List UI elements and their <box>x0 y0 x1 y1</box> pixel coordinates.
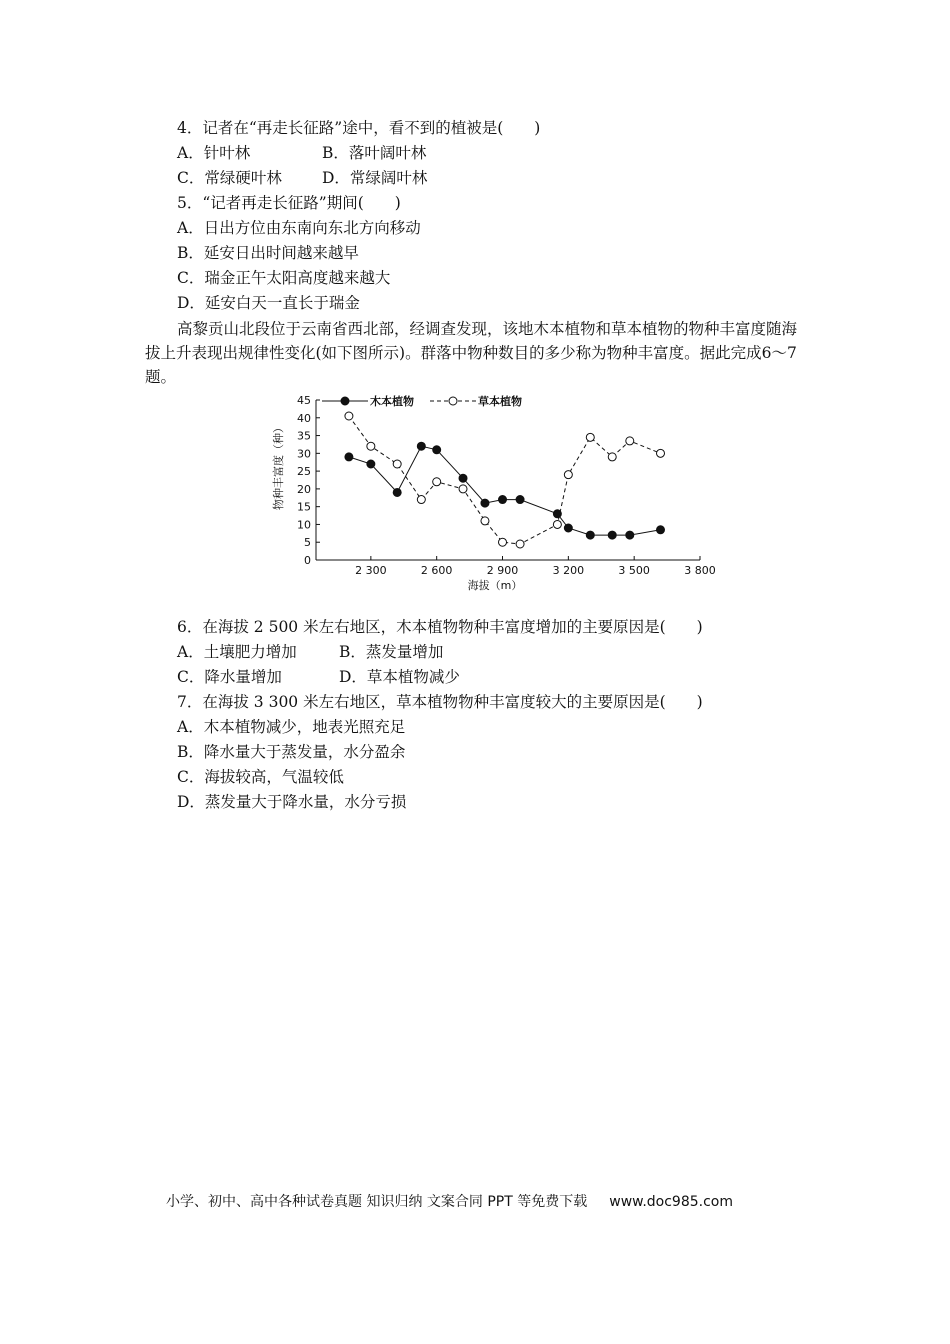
y-tick-label: 20 <box>297 482 311 496</box>
x-tick-label: 2 600 <box>420 564 453 577</box>
y-tick-label: 25 <box>297 465 311 479</box>
series-1-point <box>393 488 401 496</box>
series-2-point <box>657 449 665 457</box>
series-2-point <box>499 538 507 546</box>
series-2-point <box>626 437 634 445</box>
question-5-stem: 5．“记者再走长征路”期间( ) <box>177 194 401 212</box>
series-2-point <box>459 485 467 493</box>
passage-text: 高黎贡山北段位于云南省西北部，经调查发现，该地木本植物和草本植物的物种丰富度随海拔上升表现出规律性变化(如下图所示)。群落中物种数目的多少称为物种丰富度。据此完成6～7题。 <box>145 320 798 386</box>
series-1-point <box>516 496 524 504</box>
series-2-point <box>393 460 401 468</box>
question-6-option-c: C．降水量增加 <box>177 668 282 686</box>
question-6-option-b: B．蒸发量增加 <box>339 643 444 661</box>
y-tick-label: 40 <box>297 411 311 425</box>
y-tick-label: 15 <box>297 500 311 514</box>
x-tick-label: 3 500 <box>618 564 650 577</box>
question-4-stem: 4．记者在“再走长征路”途中，看不到的植被是( ) <box>177 119 541 137</box>
question-5-option-a: A．日出方位由东南向东北方向移动 <box>177 219 421 237</box>
legend-label-2: 草本植物 <box>478 395 522 408</box>
series-1-point <box>608 531 616 539</box>
series-2-point <box>553 520 561 528</box>
series-1-point <box>345 453 353 461</box>
series-1-point <box>586 531 594 539</box>
y-tick-label: 30 <box>297 447 311 461</box>
series-2-point <box>481 517 489 525</box>
x-tick-label: 2 300 <box>355 564 387 577</box>
y-tick-label: 0 <box>304 554 311 567</box>
question-4-option-a: A．针叶林 <box>177 144 251 162</box>
series-2-point <box>586 433 594 441</box>
question-4-option-d: D．常绿阔叶林 <box>322 169 428 187</box>
x-tick-label: 3 200 <box>552 564 585 577</box>
question-6-option-d: D．草本植物减少 <box>339 668 460 686</box>
y-tick-label: 35 <box>297 429 311 443</box>
question-6-stem: 6．在海拔 2 500 米左右地区，木本植物物种丰富度增加的主要原因是( ) <box>177 618 703 636</box>
series-2-point <box>417 496 425 504</box>
chart-ticks <box>297 394 716 577</box>
question-4-option-b: B．落叶阔叶林 <box>322 144 427 162</box>
chart-axes <box>316 400 700 560</box>
series-2-point <box>345 412 353 420</box>
question-5-option-b: B．延安日出时间越来越早 <box>177 244 359 262</box>
series-2-point <box>367 442 375 450</box>
species-richness-chart <box>270 388 720 596</box>
x-tick-label: 2 900 <box>486 564 519 577</box>
series-2-point <box>516 540 524 548</box>
footer-site-link[interactable]: www.doc985.com <box>609 1194 733 1210</box>
legend-marker-1 <box>341 397 349 405</box>
y-tick-label: 10 <box>297 518 311 532</box>
footer <box>166 1191 733 1211</box>
legend-marker-2 <box>449 397 457 405</box>
series-line-2 <box>349 416 661 544</box>
y-tick-label: 45 <box>297 394 311 407</box>
series-1-point <box>367 460 375 468</box>
question-7-option-b: B．降水量大于蒸发量，水分盈余 <box>177 743 406 761</box>
passage <box>145 317 805 389</box>
chart-x-axis-label: 海拔（m） <box>467 579 523 592</box>
series-1-point <box>564 524 572 532</box>
legend-label-1: 木本植物 <box>370 395 414 408</box>
x-tick-label: 3 800 <box>684 564 716 577</box>
series-2-point <box>608 453 616 461</box>
series-1-point <box>481 499 489 507</box>
chart-legend <box>322 394 522 408</box>
series-1-point <box>459 474 467 482</box>
series-1-point <box>499 496 507 504</box>
question-6-option-a: A．土壤肥力增加 <box>177 643 297 661</box>
chart-series <box>345 412 665 548</box>
series-1-point <box>626 531 634 539</box>
question-5-option-c: C．瑞金正午太阳高度越来越大 <box>177 269 391 287</box>
series-2-point <box>433 478 441 486</box>
series-1-point <box>433 446 441 454</box>
question-7-stem: 7．在海拔 3 300 米左右地区，草本植物物种丰富度较大的主要原因是( ) <box>177 693 703 711</box>
series-1-point <box>417 442 425 450</box>
chart-svg <box>270 388 720 596</box>
series-2-point <box>564 471 572 479</box>
y-tick-label: 5 <box>304 536 311 550</box>
question-7-option-c: C．海拔较高，气温较低 <box>177 768 344 786</box>
question-5-option-d: D．延安白天一直长于瑞金 <box>177 294 360 312</box>
series-1-point <box>657 526 665 534</box>
question-4-option-c: C．常绿硬叶林 <box>177 169 282 187</box>
question-7-option-a: A．木本植物减少，地表光照充足 <box>177 718 406 736</box>
chart-y-axis-label: 物种丰富度（种） <box>272 422 285 510</box>
question-7-option-d: D．蒸发量大于降水量，水分亏损 <box>177 793 407 811</box>
footer-text: 小学、初中、高中各种试卷真题 知识归纳 文案合同 PPT 等免费下载 <box>166 1194 588 1210</box>
